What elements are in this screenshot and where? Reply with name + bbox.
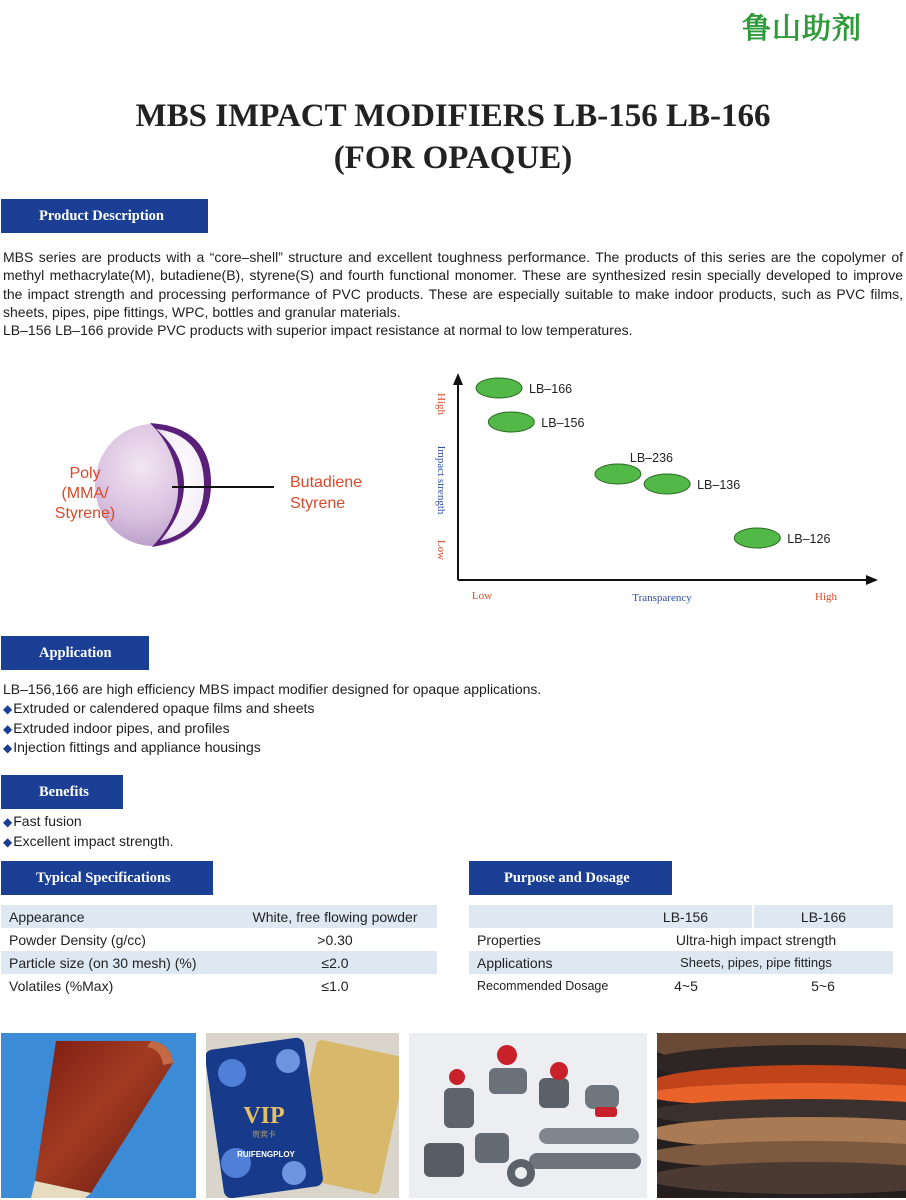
title-line-1: MBS IMPACT MODIFIERS LB-156 LB-166 — [135, 98, 771, 134]
application-list — [3, 680, 541, 758]
edge-banding-image — [657, 1033, 906, 1198]
photo-wood-profile — [1, 1033, 196, 1198]
core-label-2: Styrene — [290, 495, 346, 512]
table-row: Properties Ultra-high impact strength — [477, 931, 837, 948]
chart-point-2 — [595, 464, 641, 484]
chart-point-1 — [488, 412, 534, 432]
chart-point-label-0: LB–166 — [529, 382, 573, 396]
application-header: Application — [1, 636, 149, 670]
list-item: ◆Fast fusion — [3, 813, 82, 829]
list-item: ◆Extruded indoor pipes, and profiles — [3, 719, 230, 736]
chart-point-0 — [476, 378, 522, 398]
list-item: ◆Extruded or calendered opaque films and sheets — [3, 699, 315, 716]
brand-logo-text: 鲁山助剂 — [741, 11, 862, 45]
y-axis-title: Impact strength — [435, 445, 447, 515]
impact-transparency-chart — [420, 368, 890, 610]
benefits-list — [3, 812, 174, 852]
application-intro: LB–156,166 are high efficiency MBS impact modifier designed for opaque applications. — [3, 681, 542, 697]
description-paragraph-1: MBS series are products with a “core–shell” structure and excellent toughness performance. The products of this series are the copolymer of methyl methacrylate(M), butadiene(B), styrene(S) and fourth functional monomer. These are synthesized resin specially developed to improve the impact strength and processing performance of PVC products. These are especially suitable to make indoor products, such as PVC films, sheets, pipes, pipe fittings, WPC, bottles and granular materials. — [3, 249, 903, 320]
vip-card-image — [206, 1033, 399, 1198]
purpose-dosage-header: Purpose and Dosage — [469, 861, 672, 895]
pipe-fittings-image — [409, 1033, 647, 1198]
list-item: ◆Injection fittings and appliance housings — [3, 739, 261, 756]
benefits-header: Benefits — [1, 775, 123, 809]
specifications-table — [1, 905, 437, 997]
core-label-1: Butadiene — [290, 474, 363, 491]
shell-label-2: (MMA/ — [61, 485, 109, 502]
title-line-2: (FOR OPAQUE) — [333, 140, 573, 176]
page-title — [0, 95, 906, 179]
typical-specifications-header: Typical Specifications — [1, 861, 213, 895]
y-tick-high: High — [435, 393, 447, 415]
product-description — [3, 248, 903, 339]
description-paragraph-2: LB–156 LB–166 provide PVC products with superior impact resistance at normal to low temperatures. — [3, 322, 633, 339]
photo-edge-banding-rolls — [657, 1033, 906, 1198]
x-axis-arrow — [866, 575, 878, 585]
vip-card-title: VIP — [243, 1103, 285, 1129]
diamond-bullet-icon: ◆ — [3, 815, 13, 829]
vip-card-brand: RUIFENGPLOY — [237, 1150, 295, 1159]
x-tick-low: Low — [471, 590, 493, 602]
chart-point-label-3: LB–136 — [697, 478, 741, 492]
table-row: Particle size (on 30 mesh) (%) ≤2.0 — [1, 951, 437, 974]
core-shell-diagram — [40, 405, 400, 565]
table-row: Appearance White, free flowing powder — [1, 905, 437, 928]
diamond-bullet-icon: ◆ — [3, 701, 13, 716]
diamond-bullet-icon: ◆ — [3, 741, 13, 756]
chart-point-label-4: LB–126 — [787, 532, 831, 546]
vip-card-subtitle: 贵宾卡 — [252, 1130, 276, 1139]
table-row: LB-156 LB-166 — [469, 905, 893, 928]
diamond-bullet-icon: ◆ — [3, 721, 13, 736]
wood-profile-image — [1, 1033, 196, 1198]
shell-label-3: Styrene) — [54, 505, 116, 522]
product-description-header: Product Description — [1, 199, 208, 233]
chart-point-label-2: LB–236 — [629, 451, 674, 465]
dosage-table — [469, 905, 893, 997]
photo-pipe-fittings — [409, 1033, 647, 1198]
x-tick-high: High — [815, 591, 837, 603]
y-axis-arrow — [453, 373, 463, 385]
photo-vip-cards — [206, 1033, 399, 1198]
chart-points — [476, 378, 830, 548]
table-row: Applications Sheets, pipes, pipe fittings — [469, 951, 893, 974]
shell-label-1: Poly — [69, 465, 101, 482]
x-axis-title: Transparency — [632, 592, 692, 604]
diamond-bullet-icon: ◆ — [3, 834, 13, 849]
chart-point-3 — [644, 474, 690, 494]
chart-point-label-1: LB–156 — [541, 416, 585, 430]
table-row: Recommended Dosage 4~5 5~6 — [477, 977, 835, 994]
table-row: Volatiles (%Max) ≤1.0 — [9, 977, 349, 994]
table-row: Powder Density (g/cc) >0.30 — [9, 931, 353, 948]
y-tick-low: Low — [435, 539, 447, 561]
chart-point-4 — [734, 528, 780, 548]
list-item: ◆Excellent impact strength. — [3, 832, 174, 849]
